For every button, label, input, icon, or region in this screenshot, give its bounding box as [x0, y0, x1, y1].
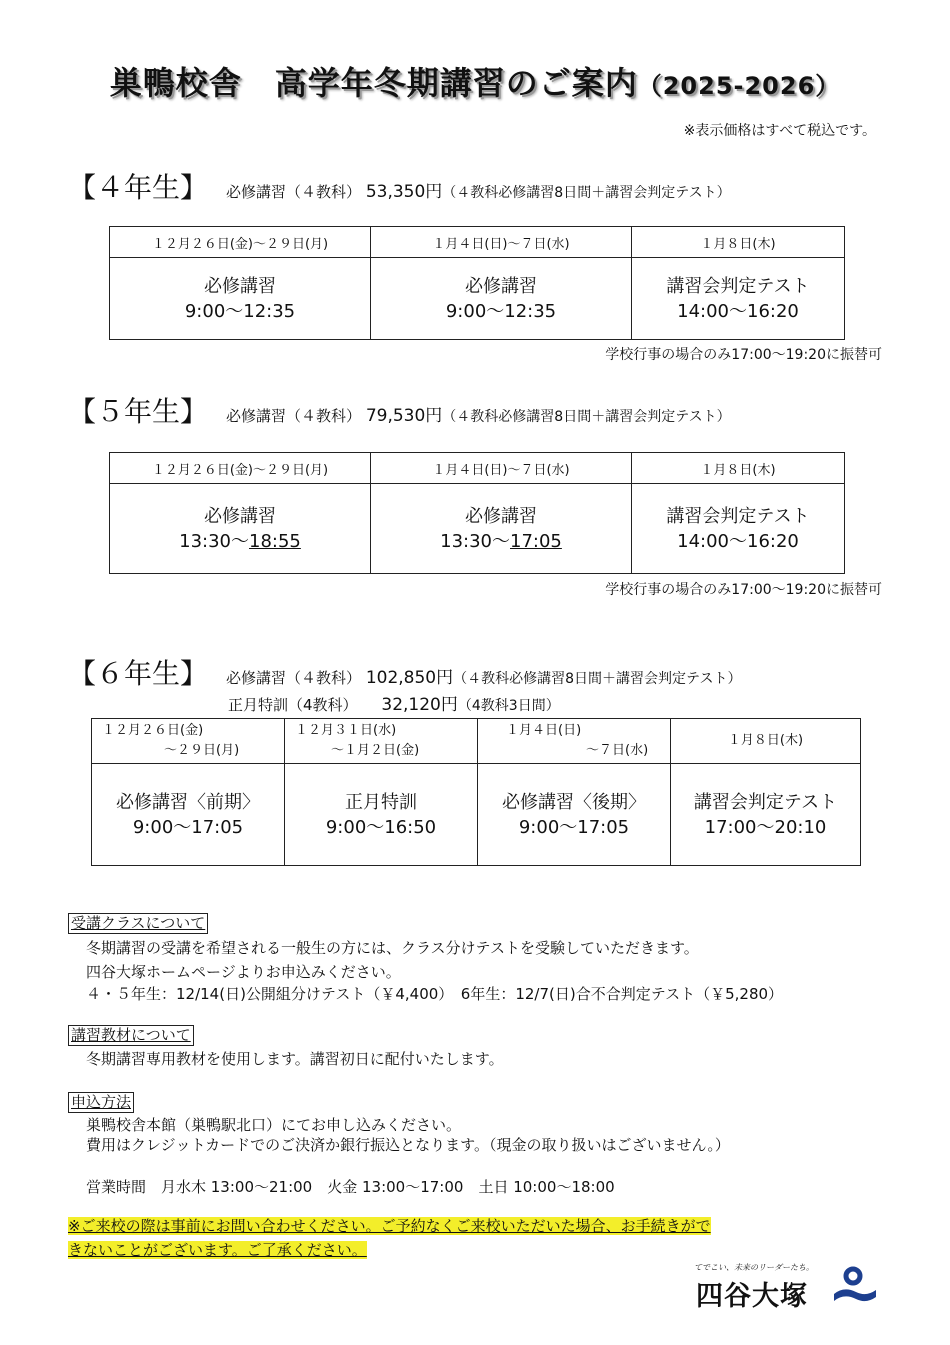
grade6-header-1 [92, 719, 285, 764]
grade4-header-3: １月８日(木) [632, 227, 845, 258]
grade6-course: 必修講習（４教科） [226, 669, 362, 687]
logo-name: 四谷大塚 [696, 1281, 808, 1312]
grade6-label: 【６年生】 [68, 657, 209, 690]
grade6-cell-1 [92, 764, 285, 866]
grade4-detail: （４教科必修講習8日間＋講習会判定テスト） [442, 185, 731, 201]
grade4-heading [68, 166, 731, 206]
header-line1: １月８日(木) [727, 733, 804, 748]
alert-line-1: ※ご来校の際は事前にお問い合わせください。ご予約なくご来校いただいた場合、お手続きがで [68, 1217, 711, 1235]
cell-course-name: 必修講習〈前期〉 [116, 791, 260, 813]
grade6-schedule-table [91, 718, 861, 866]
material-section-heading: 講習教材について [68, 1025, 194, 1046]
grade6-header-2 [285, 719, 478, 764]
grade5-heading [68, 390, 731, 430]
title-main: 巣鴨校舎 高学年冬期講習のご案内 [109, 64, 638, 102]
grade4-course: 必修講習（４教科） [226, 183, 362, 201]
alert-line-2: きないことがございます。ご了承ください。 [68, 1241, 367, 1259]
grade5-cell-1 [110, 484, 371, 574]
logo-tagline: てでこい、未来のリーダーたち。 [694, 1263, 814, 1272]
cell-time: 9:00～12:35 [445, 300, 557, 322]
grade6-detail: （４教科必修講習8日間＋講習会判定テスト） [453, 671, 742, 687]
cell-time-end: 18:55 [249, 530, 301, 552]
apply-section-heading: 申込方法 [68, 1092, 134, 1113]
class-line-3: ４・５年生：12/14(日)公開組分けテスト（￥4,400） 6年生：12/7(日)合不合判定テスト（￥5,280） [86, 985, 784, 1003]
business-hours: 営業時間 月水木 13:00～21:00 火金 13:00～17:00 土日 10:00～18:00 [86, 1178, 615, 1196]
grade5-header-2: １月４日(日)～７日(水) [371, 453, 632, 484]
class-line-2: 四谷大塚ホームページよりお申込みください。 [86, 963, 401, 981]
header-line1: １２月３１日(水) [295, 723, 397, 738]
cell-time: 9:00～17:05 [132, 816, 244, 838]
title-year: （2025-2026） [637, 72, 841, 100]
grade6-price2: 32,120円 [381, 695, 458, 715]
grade6-header-3 [478, 719, 671, 764]
cell-course-name: 必修講習 [465, 505, 537, 527]
grade6-course2: 正月特訓（4教科） [228, 696, 358, 714]
header-line1: １２月２６日(金) [102, 723, 204, 738]
cell-time: 17:00～20:10 [704, 816, 827, 838]
grade5-cell-2 [371, 484, 632, 574]
material-line-1: 冬期講習専用教材を使用します。講習初日に配付いたします。 [86, 1050, 504, 1068]
grade4-header-2: １月４日(日)～７日(水) [371, 227, 632, 258]
apply-line-2: 費用はクレジットカードでのご決済か銀行振込となります。（現金の取り扱いはございません。） [86, 1136, 730, 1154]
cell-time-start: 13:30～ [179, 530, 249, 552]
grade5-course: 必修講習（４教科） [226, 407, 362, 425]
grade6-special [228, 690, 560, 715]
grade5-header-1: １２月２６日(金)～２９日(月) [110, 453, 371, 484]
cell-time: 14:00～16:20 [677, 530, 799, 552]
grade5-price: 79,530円 [365, 406, 443, 426]
grade4-note: 学校行事の場合のみ17:00～19:20に振替可 [605, 347, 882, 363]
grade6-cell-4 [671, 764, 861, 866]
grade4-cell-1 [110, 258, 371, 340]
grade4-price: 53,350円 [365, 182, 443, 202]
grade6-price: 102,850円 [365, 668, 454, 688]
grade6-heading [68, 652, 741, 692]
grade6-cell-2 [285, 764, 478, 866]
cell-time: 9:00～16:50 [325, 816, 437, 838]
cell-course-name: 講習会判定テスト [693, 791, 838, 813]
grade4-label: 【４年生】 [68, 171, 209, 204]
cell-time: 14:00～16:20 [677, 300, 799, 322]
grade5-schedule-table [109, 452, 845, 574]
yotsuya-otsuka-logo-mark-icon [830, 1264, 880, 1306]
grade5-cell-3 [632, 484, 845, 574]
grade6-header-4 [671, 719, 861, 764]
grade4-cell-3 [632, 258, 845, 340]
grade5-note: 学校行事の場合のみ17:00～19:20に振替可 [605, 582, 882, 598]
cell-time: 9:00～17:05 [518, 816, 630, 838]
grade5-detail: （４教科必修講習8日間＋講習会判定テスト） [442, 409, 731, 425]
grade4-header-1: １２月２６日(金)～２９日(月) [110, 227, 371, 258]
class-section-heading: 受講クラスについて [68, 913, 208, 934]
cell-course-name: 必修講習 [204, 505, 276, 527]
cell-course-name: 正月特訓 [345, 791, 417, 813]
tax-note: ※表示価格はすべて税込です。 [683, 123, 876, 139]
class-line-1: 冬期講習の受講を希望される一般生の方には、クラス分けテストを受験していただきます。 [86, 939, 699, 957]
cell-time-start: 13:30～ [440, 530, 510, 552]
cell-course-name: 必修講習 [204, 275, 276, 297]
grade6-detail2: （4教科3日間） [457, 698, 560, 714]
cell-time-end: 17:05 [510, 530, 562, 552]
grade6-cell-3 [478, 764, 671, 866]
header-line2: ～２９日(月) [164, 743, 240, 758]
page-title [0, 58, 950, 104]
cell-course-name: 必修講習〈後期〉 [502, 791, 646, 813]
grade4-schedule-table [109, 226, 845, 340]
grade5-label: 【５年生】 [68, 395, 209, 428]
cell-course-name: 必修講習 [465, 275, 537, 297]
cell-course-name: 講習会判定テスト [666, 505, 810, 527]
grade5-header-3: １月８日(木) [632, 453, 845, 484]
cell-time: 9:00～12:35 [184, 300, 296, 322]
grade4-cell-2 [371, 258, 632, 340]
cell-course-name: 講習会判定テスト [666, 275, 810, 297]
apply-line-1: 巣鴨校舎本館（巣鴨駅北口）にてお申し込みください。 [86, 1116, 462, 1134]
header-line2: ～１月２日(金) [331, 743, 420, 758]
header-line1: １月４日(日) [506, 723, 582, 738]
visit-alert [68, 1214, 888, 1262]
header-line2: ～７日(水) [586, 743, 649, 758]
